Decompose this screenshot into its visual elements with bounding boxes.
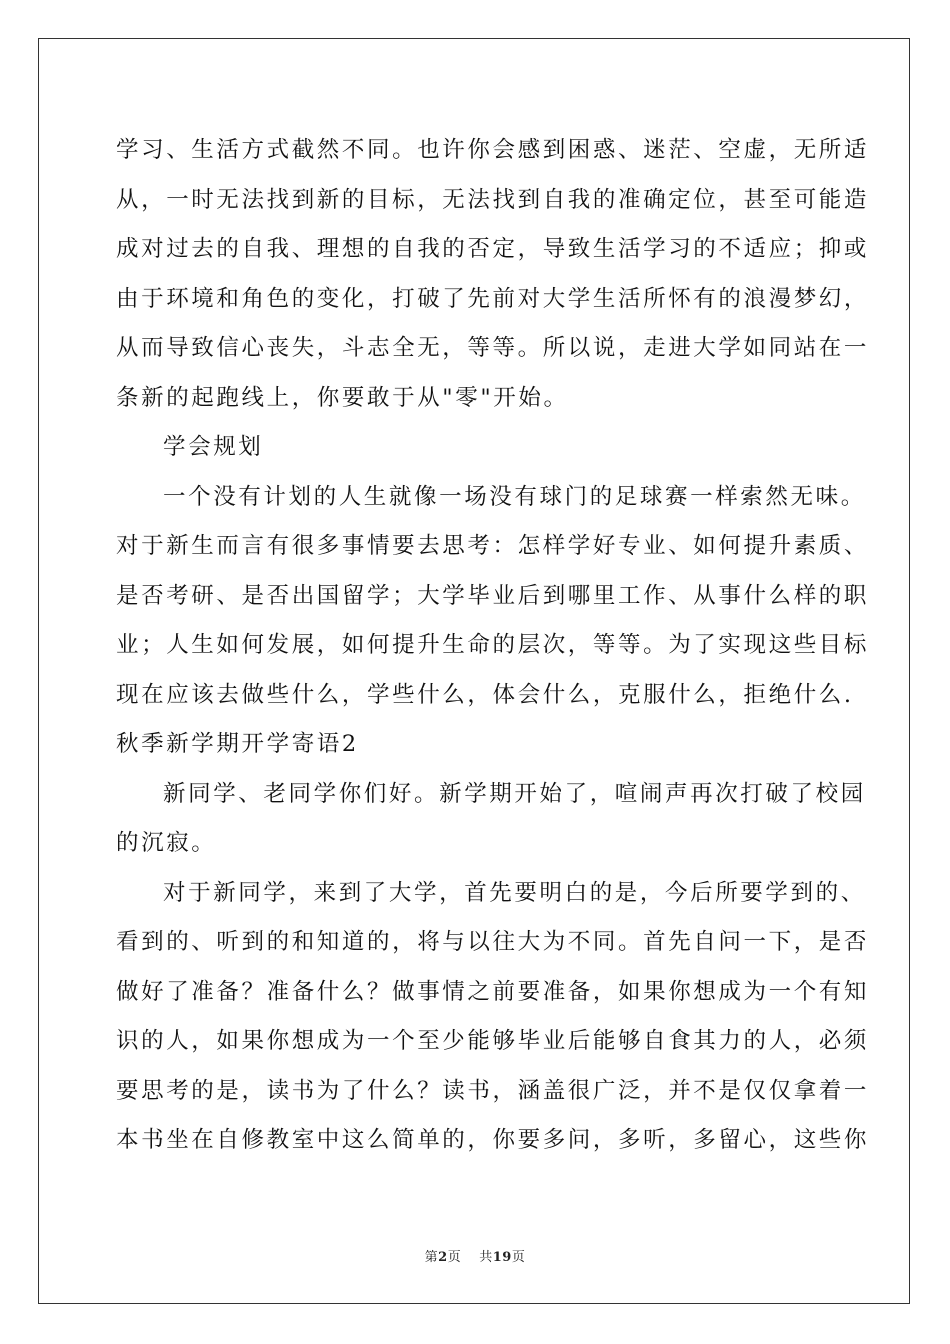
text-line: 对于新生而言有很多事情要去思考：怎样学好专业、如何提升素质、 xyxy=(116,533,870,559)
text-line: 业；人生如何发展，如何提升生命的层次，等等。为了实现这些目标 xyxy=(116,632,870,658)
text-line: 看到的、听到的和知道的，将与以往大为不同。首先自问一下，是否 xyxy=(116,929,870,955)
total-pages: 19 xyxy=(492,1250,512,1265)
text-line: 的沉寂。 xyxy=(116,830,217,856)
page-prefix: 第 xyxy=(424,1250,439,1265)
text-line: 现在应该去做些什么，学些什么，体会什么，克服什么，拒绝什么. xyxy=(116,681,854,708)
text-line: 本书坐在自修教室中这么简单的，你要多问，多听，多留心，这些你 xyxy=(116,1127,870,1153)
total-suffix: 页 xyxy=(511,1250,526,1265)
paragraph-start: 新同学、老同学你们好。新学期开始了，喧闹声再次打破了校园 xyxy=(163,780,866,807)
text-line: 要思考的是，读书为了什么？读书，涵盖很广泛，并不是仅仅拿着一 xyxy=(116,1077,870,1104)
paragraph-start: 一个没有计划的人生就像一场没有球门的足球赛一样索然无味。 xyxy=(163,483,866,510)
text-line: 从而导致信心丧失，斗志全无，等等。所以说，走进大学如同站在一 xyxy=(116,335,870,361)
text-line: 由于环境和角色的变化，打破了先前对大学生活所怀有的浪漫梦幻， xyxy=(116,285,870,312)
page-border xyxy=(38,38,910,1304)
text-line: 识的人，如果你想成为一个至少能够毕业后能够自食其力的人，必须 xyxy=(116,1028,870,1054)
text-line: 成对过去的自我、理想的自我的否定，导致生活学习的不适应；抑或 xyxy=(116,236,870,262)
page-suffix: 页 xyxy=(447,1250,462,1265)
section-title: 秋季新学期开学寄语2 xyxy=(116,731,359,757)
page-number: 2 xyxy=(438,1250,448,1265)
text-line: 做好了准备？准备什么？做事情之前要准备，如果你想成为一个有知 xyxy=(116,978,870,1005)
text-line: 从，一时无法找到新的目标，无法找到自我的准确定位，甚至可能造 xyxy=(116,186,870,213)
total-prefix: 共 xyxy=(479,1250,493,1265)
page-footer xyxy=(0,1246,950,1265)
text-line: 条新的起跑线上，你要敢于从"零"开始。 xyxy=(116,384,569,411)
text-line: 学习、生活方式截然不同。也许你会感到困惑、迷茫、空虚，无所适 xyxy=(116,137,870,163)
section-heading: 学会规划 xyxy=(163,434,264,460)
paragraph-start: 对于新同学，来到了大学，首先要明白的是，今后所要学到的、 xyxy=(163,879,866,906)
text-line: 是否考研、是否出国留学；大学毕业后到哪里工作、从事什么样的职 xyxy=(116,582,870,609)
